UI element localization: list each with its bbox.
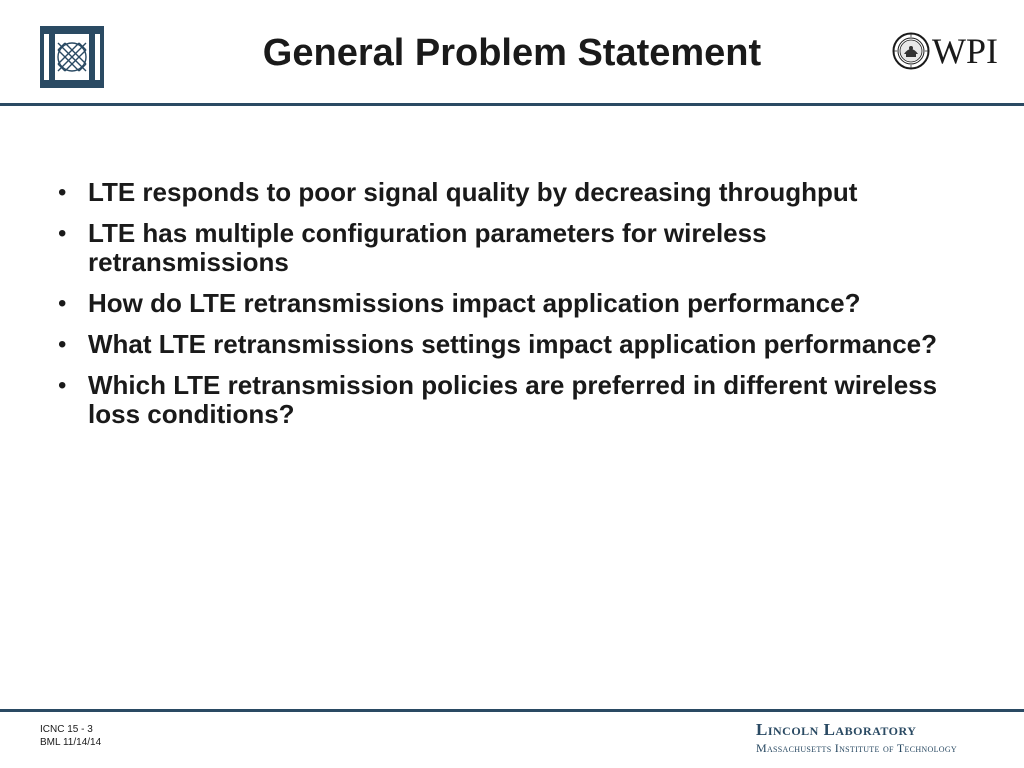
bullet-item [58, 219, 958, 277]
footer-slide-number: ICNC 15 - 3 [40, 724, 93, 735]
bullet-text: Which LTE retransmission policies are preferred in different wireless loss conditions? [88, 370, 938, 429]
lab-name: Lincoln Laboratory [756, 720, 917, 739]
bullet-item [58, 371, 958, 429]
slide-footer-info [40, 723, 101, 749]
header-divider [0, 103, 1024, 106]
bullet-item [58, 289, 958, 318]
bullet-icon: • [58, 179, 67, 206]
bullet-icon: • [58, 372, 67, 399]
bullet-text: What LTE retransmissions settings impact application performance? [88, 329, 938, 359]
footer-author-date: BML 11/14/14 [40, 737, 102, 748]
bullet-list [58, 178, 958, 441]
bullet-text: LTE responds to poor signal quality by decreasing throughput [88, 177, 858, 207]
wpi-seal-icon [892, 32, 930, 70]
wpi-wordmark: WPI [932, 31, 998, 71]
page-title: General Problem Statement [262, 32, 762, 74]
bullet-icon: • [58, 220, 67, 247]
lincoln-lab-wordmark [756, 720, 996, 756]
bullet-item [58, 330, 958, 359]
bullet-text: LTE has multiple configuration parameters for wireless retransmissions [88, 218, 767, 277]
bullet-icon: • [58, 290, 67, 317]
bullet-item [58, 178, 958, 207]
slide-header [0, 0, 1024, 106]
bullet-text: How do LTE retransmissions impact application performance? [88, 288, 861, 318]
footer-divider [0, 709, 1024, 712]
lab-institution: Massachusetts Institute of Technology [756, 741, 957, 755]
bullet-icon: • [58, 331, 67, 358]
wpi-logo [892, 32, 1010, 74]
